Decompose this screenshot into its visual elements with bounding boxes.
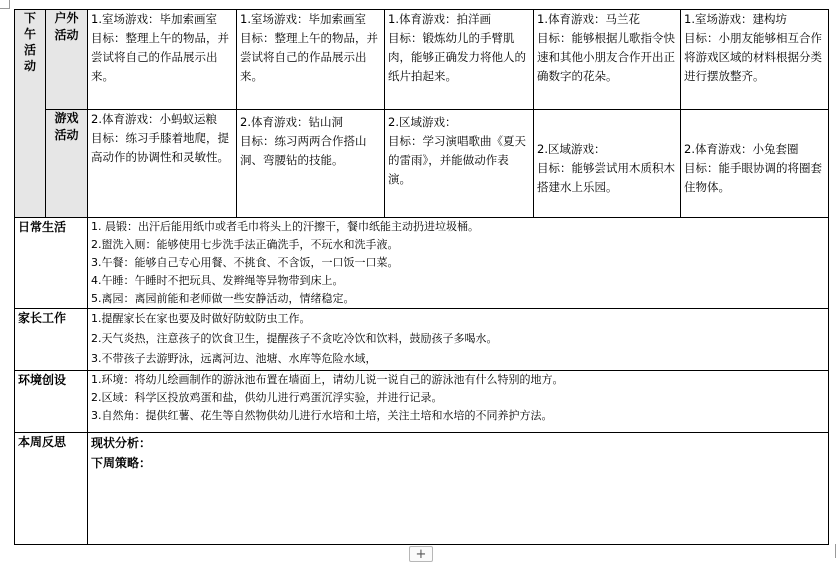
- daily-item: 2.盥洗入厕：能够使用七步洗手法正确洗手，不玩水和洗手液。: [91, 238, 399, 251]
- reflection-label: 本周反思: [15, 433, 88, 545]
- parent-work-content: [88, 309, 829, 371]
- next-week-strategy: 下周策略：: [91, 456, 152, 470]
- outdoor-cell-mon: 1.室场游戏：毕加索画室 目标：整理上午的物品，并尝试将自己的作品展示出来。: [88, 10, 237, 110]
- daily-item: 3.午餐：能够自己专心用餐、不挑食、不含饭，一口饭一口菜。: [91, 256, 399, 269]
- outdoor-activity-label: 户外活动: [46, 10, 88, 110]
- environment-content: [88, 371, 829, 433]
- parent-item: 1.提醒家长在家也要及时做好防蚊防虫工作。: [91, 312, 311, 325]
- parent-item: 2.天气炎热，注意孩子的饮食卫生，提醒孩子不贪吃冷饮和饮料，鼓励孩子多喝水。: [91, 332, 498, 345]
- daily-item: 1. 晨锻：出汗后能用纸巾或者毛巾将头上的汗擦干，餐巾纸能主动扔进垃圾桶。: [91, 220, 479, 233]
- environment-item: 2.区域：科学区投放鸡蛋和盐，供幼儿进行鸡蛋沉浮实验，并进行记录。: [91, 391, 443, 404]
- add-row-button[interactable]: +: [409, 546, 433, 562]
- game-cell-tue: 2.体育游戏：钻山洞 目标：练习两两合作搭山洞、弯腰钻的技能。: [237, 110, 385, 218]
- outdoor-cell-tue: 1.室场游戏：毕加索画室 目标：整理上午的物品，并尝试将自己的作品展示出来。: [237, 10, 385, 110]
- daily-life-row: [15, 218, 829, 309]
- daily-item: 5.离园：离园前能和老师做一些安静活动，情绪稳定。: [91, 292, 355, 305]
- afternoon-outdoor-row: [15, 10, 829, 110]
- game-cell-fri: 2.体育游戏：小兔套圈 目标：能手眼协调的将圈套住物体。: [681, 110, 829, 218]
- environment-item: 1.环境：将幼儿绘画制作的游泳池布置在墙面上，请幼儿说一说自己的游泳池有什么特别的地方。: [91, 373, 564, 386]
- environment-label: 环境创设: [15, 371, 88, 433]
- parent-item: 3.不带孩子去游野泳，远离河边、池塘、水库等危险水域，: [91, 352, 377, 365]
- game-cell-thu: 2.区域游戏： 目标：能够尝试用木质积木搭建水上乐园。: [534, 110, 681, 218]
- game-cell-mon: 2.体育游戏：小蚂蚁运粮 目标：练习手膝着地爬，提高动作的协调性和灵敏性。: [88, 110, 237, 218]
- game-activity-label: 游戏活动: [46, 110, 88, 218]
- daily-item: 4.午睡：午睡时不把玩具、发辫绳等异物带到床上。: [91, 274, 344, 287]
- game-cell-wed: 2.区域游戏： 目标：学习演唱歌曲《夏天的雷雨》，并能做动作表演。: [385, 110, 534, 218]
- environment-row: [15, 371, 829, 433]
- parent-work-label: 家长工作: [15, 309, 88, 371]
- outdoor-cell-thu: 1.体育游戏：马兰花 目标：能够根据儿歌指令快速和其他小朋友合作开出正确数字的花朵。: [534, 10, 681, 110]
- afternoon-game-row: [15, 110, 829, 218]
- status-analysis: 现状分析：: [91, 436, 152, 450]
- weekly-plan-table: [14, 9, 829, 545]
- daily-life-label: 日常生活: [15, 218, 88, 309]
- daily-life-content: [88, 218, 829, 309]
- page-corner-marker: [0, 0, 10, 9]
- outdoor-cell-fri: 1.室场游戏：建构坊 目标：小朋友能够相互合作将游戏区域的材料根据分类进行摆放整齐。: [681, 10, 829, 110]
- outdoor-cell-wed: 1.体育游戏：拍洋画 目标：锻炼幼儿的手臂肌肉，能够正确发力将他人的纸片拍起来。: [385, 10, 534, 110]
- reflection-row: [15, 433, 829, 545]
- scrollbar-marker: [835, 544, 836, 558]
- afternoon-section-label: 下午活动: [15, 10, 46, 218]
- reflection-content[interactable]: [88, 433, 829, 545]
- parent-work-row: [15, 309, 829, 371]
- environment-item: 3.自然角：提供红薯、花生等自然物供幼儿进行水培和土培，关注土培和水培的不同养护方法。: [91, 409, 553, 422]
